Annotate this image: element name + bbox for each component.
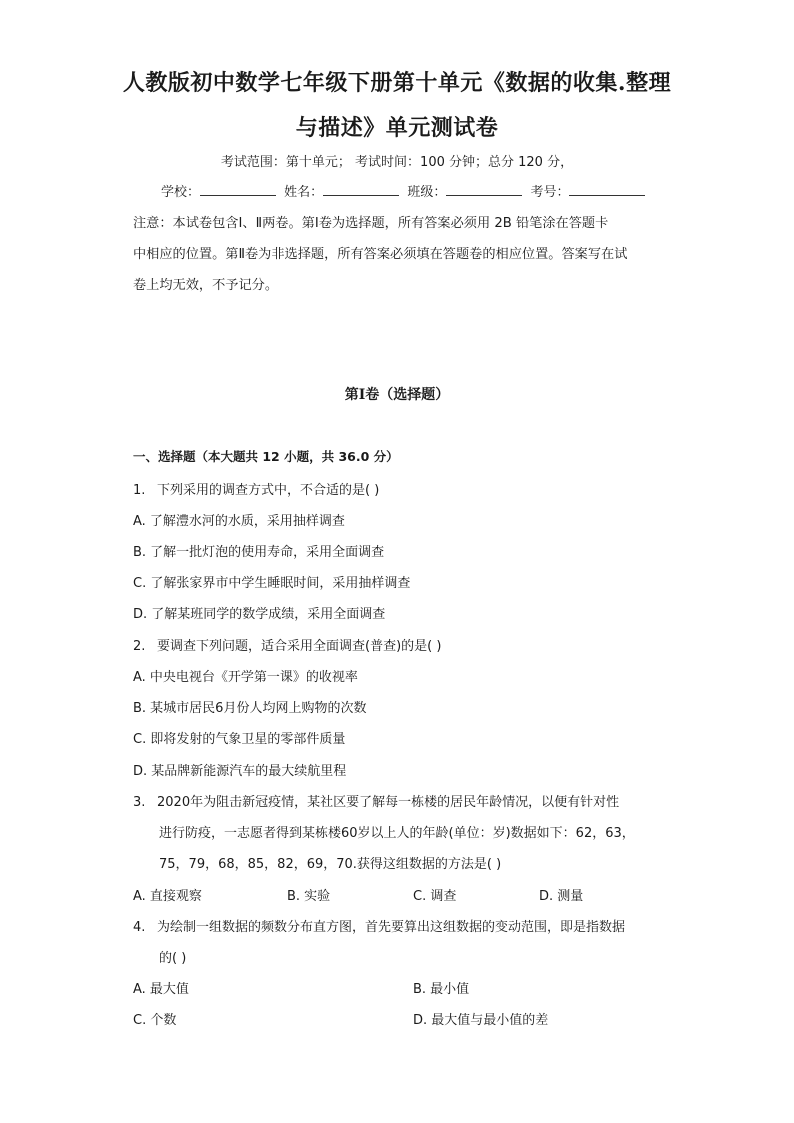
question-2-option-b: B. 某城市居民6月份人均网上购物的次数 bbox=[133, 701, 367, 716]
question-2-option-a: A. 中央电视台《开学第一课》的收视率 bbox=[133, 670, 358, 685]
note-line: 中相应的位置。第Ⅱ卷为非选择题，所有答案必须填在答题卷的相应位置。答案写在试 bbox=[133, 247, 628, 262]
question-text: 为绘制一组数据的频数分布直方图，首先要算出这组数据的变动范围，即是指数据 bbox=[157, 920, 626, 935]
question-4-stem bbox=[133, 916, 625, 935]
question-4-option-c: C. 个数 bbox=[133, 1013, 177, 1028]
question-3-option-a: A. 直接观察 bbox=[133, 889, 202, 904]
number-label: 考号： bbox=[530, 185, 570, 200]
question-1-option-a: A. 了解澧水河的水质，采用抽样调查 bbox=[133, 514, 345, 529]
exam-title-line2: 与描述》单元测试卷 bbox=[295, 115, 499, 141]
school-blank bbox=[200, 181, 276, 196]
school-label: 学校： bbox=[161, 185, 201, 200]
question-3-option-c: C. 调查 bbox=[413, 889, 457, 904]
question-number: 3. bbox=[133, 795, 146, 810]
question-text: 要调查下列问题，适合采用全面调查(普查)的是( ) bbox=[157, 639, 442, 654]
note-line: 注意：本试卷包含Ⅰ、Ⅱ两卷。第Ⅰ卷为选择题，所有答案必须用 2B 铅笔涂在答题卡 bbox=[133, 216, 609, 231]
question-text: 下列采用的调查方式中，不合适的是( ) bbox=[157, 483, 380, 498]
question-1-option-c: C. 了解张家界市中学生睡眠时间，采用抽样调查 bbox=[133, 576, 411, 591]
class-label: 班级： bbox=[407, 185, 447, 200]
question-text: 2020年为阻击新冠疫情，某社区要了解每一栋楼的居民年龄情况，以便有针对性 bbox=[157, 795, 620, 810]
question-3-stem-line2: 进行防疫，一志愿者得到某栋楼60岁以上人的年龄(单位：岁)数据如下：62，63， bbox=[159, 826, 635, 841]
part-title: 一、选择题（本大题共 12 小题，共 36.0 分） bbox=[133, 449, 399, 464]
student-fields bbox=[161, 181, 649, 200]
exam-info: 考试范围：第十单元； 考试时间：100 分钟；总分 120 分， bbox=[220, 155, 574, 170]
section-title: 第Ⅰ卷（选择题） bbox=[344, 387, 450, 403]
question-4-option-d: D. 最大值与最小值的差 bbox=[413, 1013, 549, 1028]
question-number: 1. bbox=[133, 483, 146, 498]
question-3-stem-line3: 75，79，68，85，82，69，70.获得这组数据的方法是( ) bbox=[159, 857, 502, 872]
question-3-option-d: D. 测量 bbox=[539, 889, 584, 904]
question-1-option-b: B. 了解一批灯泡的使用寿命，采用全面调查 bbox=[133, 545, 385, 560]
question-number: 2. bbox=[133, 639, 146, 654]
question-4-option-a: A. 最大值 bbox=[133, 982, 189, 997]
name-blank bbox=[323, 181, 399, 196]
note-line: 卷上均无效，不予记分。 bbox=[133, 278, 279, 293]
question-3-stem bbox=[133, 791, 619, 810]
question-4-option-b: B. 最小值 bbox=[413, 982, 470, 997]
question-3-option-b: B. 实验 bbox=[287, 889, 331, 904]
question-1-option-d: D. 了解某班同学的数学成绩，采用全面调查 bbox=[133, 607, 386, 622]
question-1-stem bbox=[133, 479, 379, 498]
question-2-stem bbox=[133, 635, 441, 654]
question-2-option-d: D. 某品牌新能源汽车的最大续航里程 bbox=[133, 764, 347, 779]
exam-note bbox=[133, 208, 663, 301]
number-blank bbox=[569, 181, 645, 196]
exam-title-line1: 人教版初中数学七年级下册第十单元《数据的收集.整理 bbox=[122, 70, 672, 96]
name-label: 姓名： bbox=[284, 185, 324, 200]
question-number: 4. bbox=[133, 920, 146, 935]
question-4-stem-line2: 的( ) bbox=[159, 951, 187, 966]
question-2-option-c: C. 即将发射的气象卫星的零部件质量 bbox=[133, 732, 346, 747]
class-blank bbox=[446, 181, 522, 196]
